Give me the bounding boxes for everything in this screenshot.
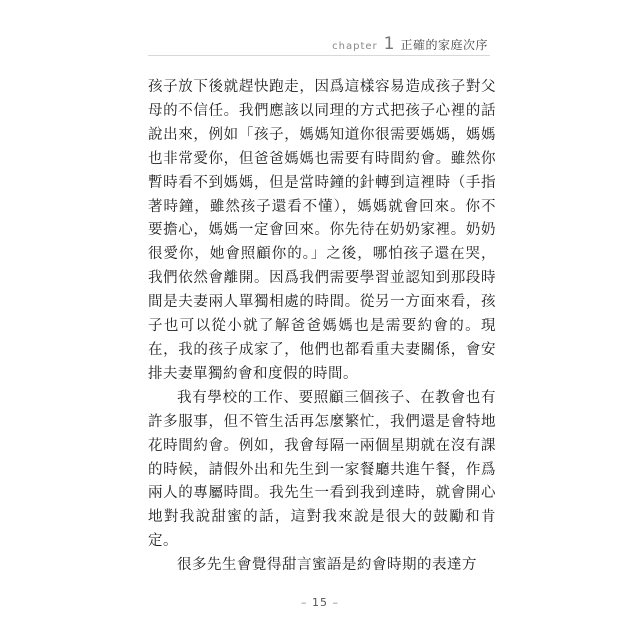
chapter-title: 正確的家庭次序: [400, 38, 488, 52]
page-number: [0, 596, 640, 609]
running-header: [332, 34, 488, 54]
page-number-dash-right: –: [332, 596, 339, 609]
body-text: [148, 76, 496, 578]
chapter-label: chapter: [332, 41, 378, 52]
paragraph-1: 孩子放下後就趕快跑走，因爲這樣容易造成孩子對父母的不信任。我們應該以同理的方式把孩子心裡的話說出來，例如「孩子，媽媽知道你很需要媽媽，媽媽也非常愛你，但爸爸媽媽也需要有時間約會。雖然你暫時看不到媽媽，但是當時鐘的針轉到這裡時（手指著時鐘，雖然孩子還看不懂），媽媽就會回來。你不要擔心，媽媽一定會回來。你先待在奶奶家裡。奶奶很愛你，她會照顧你的。」之後，哪怕孩子還在哭，我們依然會離開。因爲我們需要學習並認知到那段時間是夫妻兩人單獨相處的時間。從另一方面來看，孩子也可以從小就了解爸爸媽媽也是需要約會的。現在，我的孩子成家了，他們也都看重夫妻關係，會安排夫妻單獨約會和度假的時間。: [148, 79, 496, 382]
page-number-value: 15: [312, 596, 328, 609]
paragraph-3: 很多先生會覺得甜言蜜語是約會時期的表達方: [177, 557, 477, 574]
chapter-number: 1: [383, 34, 395, 54]
header-divider: [148, 55, 490, 56]
paragraph-2: 我有學校的工作、要照顧三個孩子、在教會也有許多服事，但不管生活再怎麼繁忙，我們還是會特地花時間約會。例如，我會每隔一兩個星期就在沒有課的時候，請假外出和先生到一家餐廳共進午餐，作爲兩人的專屬時間。我先生一看到我到達時，就會開心地對我說甜蜜的話，這對我來說是很大的鼓勵和肯定。: [148, 389, 496, 550]
page-number-dash-left: –: [301, 596, 308, 609]
